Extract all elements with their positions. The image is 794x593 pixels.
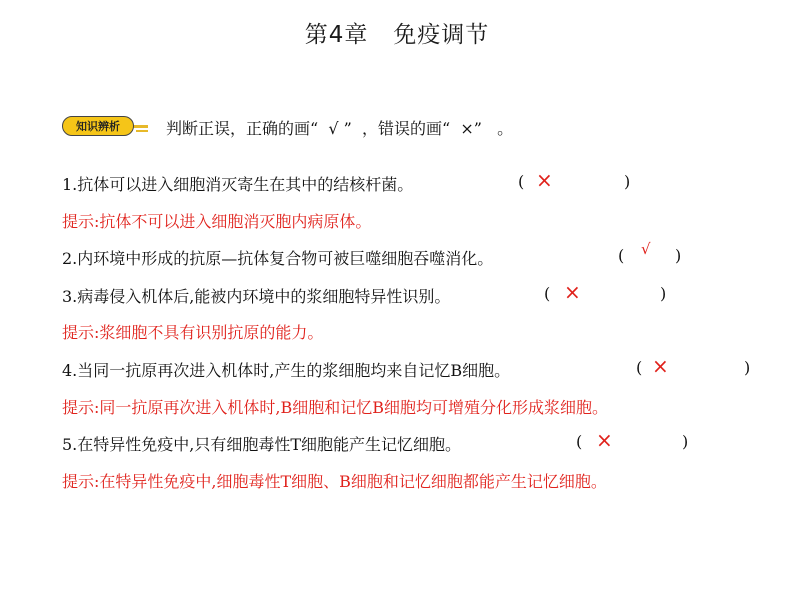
answer-paren-open-2: ( bbox=[618, 246, 625, 265]
instruction-text: 判断正误，正确的画“ √ ” ，错误的画“ ×” 。 bbox=[166, 119, 514, 138]
answer-paren-open-5: ( bbox=[576, 432, 583, 451]
answer-paren-open-1: ( bbox=[518, 172, 525, 191]
question-5: 5.在特异性免疫中,只有细胞毒性T细胞能产生记忆细胞。 bbox=[62, 435, 462, 454]
answer-paren-close-1: ) bbox=[624, 172, 631, 191]
knowledge-badge bbox=[62, 116, 148, 138]
hint-3: 提示:浆细胞不具有识别抗原的能力。 bbox=[62, 323, 324, 342]
question-4: 4.当同一抗原再次进入机体时,产生的浆细胞均来自记忆B细胞。 bbox=[62, 361, 511, 380]
answer-paren-open-4: ( bbox=[636, 358, 643, 377]
correct-mark-2: √ bbox=[641, 240, 651, 258]
wrong-mark-1: × bbox=[536, 168, 553, 192]
badge-label: 知识辨析 bbox=[62, 116, 134, 136]
question-1: 1.抗体可以进入细胞消灭寄生在其中的结核杆菌。 bbox=[62, 175, 414, 194]
hint-4: 提示:同一抗原再次进入机体时,B细胞和记忆B细胞均可增殖分化形成浆细胞。 bbox=[62, 398, 608, 417]
page-title bbox=[0, 16, 794, 49]
answer-paren-close-2: ) bbox=[675, 246, 682, 265]
chapter-topic: 免疫调节 bbox=[393, 22, 490, 48]
wrong-mark-5: × bbox=[596, 428, 613, 452]
answer-paren-close-5: ) bbox=[682, 432, 689, 451]
wrong-mark-4: × bbox=[652, 354, 669, 378]
hint-1: 提示:抗体不可以进入细胞消灭胞内病原体。 bbox=[62, 212, 372, 231]
answer-paren-close-4: ) bbox=[744, 358, 751, 377]
answer-paren-close-3: ) bbox=[660, 284, 667, 303]
hint-5: 提示:在特异性免疫中,细胞毒性T细胞、B细胞和记忆细胞都能产生记忆细胞。 bbox=[62, 472, 607, 491]
answer-paren-open-3: ( bbox=[544, 284, 551, 303]
question-2: 2.内环境中形成的抗原—抗体复合物可被巨噬细胞吞噬消化。 bbox=[62, 249, 494, 268]
question-3: 3.病毒侵入机体后,能被内环境中的浆细胞特异性识别。 bbox=[62, 287, 451, 306]
wrong-mark-3: × bbox=[564, 280, 581, 304]
chapter-number: 第4章 bbox=[304, 22, 369, 48]
